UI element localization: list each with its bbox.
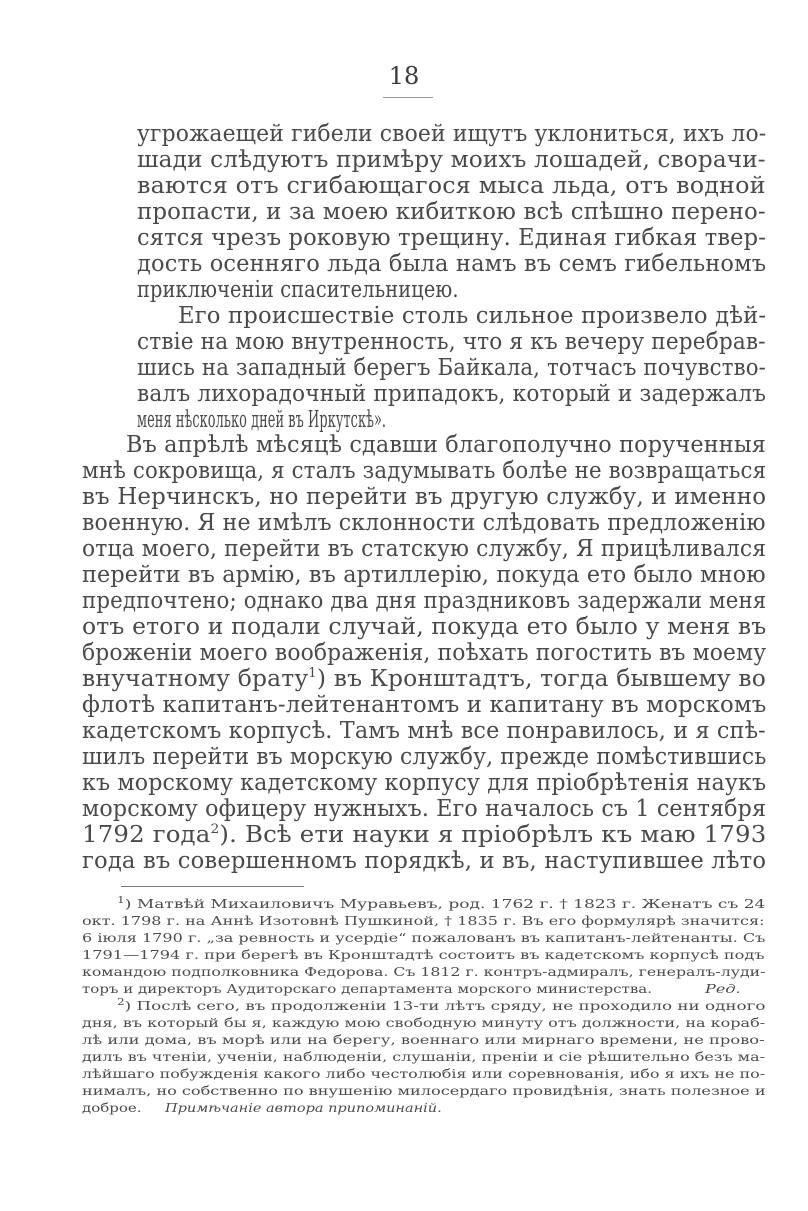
text-line: угрожаещей гибели своей ищутъ уклониться, ихъ ло- [137, 121, 767, 147]
page-number-underline [383, 97, 433, 98]
text-line: шилъ перейти въ морскую службу, прежде помѣстившись [82, 744, 767, 770]
text-line: шади слѣдуютъ примѣру моихъ лошадей, сворачи- [137, 147, 766, 173]
text-line: перейти въ армiю, въ артиллерiю, покуда ето было мною [82, 562, 766, 588]
text-line: флотѣ капитанъ-лейтенантомъ и капитану въ морскомъ [82, 692, 767, 718]
text-line: шись на западный берегъ Байкала, тотчасъ почувство- [137, 355, 767, 381]
text-fragment: 1792 года [82, 822, 211, 848]
text-line: Его происшествiе столь сильное произвело дѣй- [178, 303, 767, 329]
footnote-line [117, 896, 765, 912]
text-line: предпочтено; однако два дня праздниковъ задержали меня [82, 588, 767, 614]
text-line: Въ апрѣлѣ мѣсяцѣ сдавши благополучно порученныя [126, 432, 766, 458]
page-number: 18 [388, 62, 420, 90]
text-line: года въ совершенномъ порядкѣ, и въ, наступившее лѣто [82, 848, 767, 874]
footnote-ref: 2 [210, 822, 220, 837]
footnote-line: лѣйшаго побужденiя какого либо честолюбiя или соревнованiя, ибо я ихъ не по- [82, 1066, 766, 1081]
text-line: отца моего, перейти въ статскую службу, Я прицѣливался [82, 536, 767, 562]
text-line [82, 822, 766, 848]
footnote-text: ) Матвѣй Михаиловичъ Муравьевъ, род. 1762 г. † 1823 г. Женатъ съ 24 [124, 896, 766, 911]
footnote-number: 1 [117, 896, 125, 906]
footnote-line: дня, въ который бы я, каждую мою свободную минуту отъ должности, на кораб- [82, 1015, 766, 1030]
text-line: сятся чрезъ роковую трещину. Единая гибкая твер- [137, 225, 766, 251]
text-line [82, 666, 766, 692]
footnote-line: лѣ или дома, въ морѣ или на берегу, военнаго или мирнаго времени, не прово- [82, 1032, 765, 1047]
footnote-line: окт. 1798 г. на Аннѣ Изотовнѣ Пушкиной, † 1835 г. Въ его формулярѣ значится: [82, 913, 765, 928]
text-line: валъ лихорадочный припадокъ, который и задержалъ [137, 381, 767, 407]
text-line: кадетскомъ корпусѣ. Тамъ мнѣ все понравилось, и я спѣ- [82, 718, 766, 744]
text-line: мнѣ сокровища, я сталъ задумывать болѣе не возвращаться [82, 458, 767, 484]
text-line: приключенiи спасительницею. [137, 277, 459, 303]
text-line: броженiи моего воображенiя, поѣхать погостить въ моему [82, 640, 767, 666]
footnote-line: торъ и директоръ Аудиторскаго департамента морского министерства. [82, 981, 652, 996]
footnote-line [117, 998, 765, 1014]
footnote-line: доброе. [82, 1100, 142, 1115]
author-note-signature: Примѣчанiе автора припоминанiй. [165, 1100, 442, 1115]
footnote-line: командою подполковника Федорова. Съ 1812 г. контръ-адмиралъ, генералъ-луди- [82, 964, 766, 979]
text-fragment: ). Всѣ ети науки я прiобрѣлъ къ маю 1793 [219, 822, 767, 848]
text-line: отъ етого и подали случай, покуда ето было у меня въ [82, 614, 767, 640]
text-line: морскому офицеру нужныхъ. Его началось съ 1 сентября [82, 796, 767, 822]
footnote-line: 6 iюля 1790 г. „за ревность и усердiе“ пожалованъ въ капитанъ-лейтенанты. Съ [82, 930, 766, 945]
text-line: меня нѣсколько дней въ Иркутскѣ». [137, 407, 387, 433]
text-line: ваются отъ сгибающагося мыса льда, отъ водной [137, 173, 766, 199]
footnote-text: ) Послѣ сего, въ продолженiи 13-ти лѣтъ сряду, не проходило ни одного [124, 998, 766, 1013]
text-line: ствiе на мою внутренность, что я къ вечеру перебрав- [137, 329, 766, 355]
text-line: къ морскому кадетскому корпусу для прiобрѣтенiя наукъ [82, 770, 767, 796]
footnote-divider [121, 886, 304, 887]
editor-mark: Ред. [705, 981, 741, 996]
text-line: пропасти, и за моею кибиткою всѣ спѣшно перено- [137, 199, 766, 225]
text-line: дость осенняго льда была намъ въ семъ гибельномъ [137, 251, 767, 277]
text-line: въ Нерчинскъ, но перейти въ другую службу, и именно [82, 484, 767, 510]
footnote-number: 2 [117, 998, 125, 1008]
footnote-ref: 1 [308, 666, 317, 681]
text-fragment: ) въ Кронштадтъ, тогда бывшему во [316, 666, 766, 692]
footnote-line: 1791—1794 г. при берегѣ въ Кронштадтѣ состоитъ въ кадетскомъ корпусѣ подъ [82, 947, 765, 962]
footnote-line: нималъ, но собственно по внушенiю милосердаго провидѣнiя, знать полезное и [82, 1083, 766, 1098]
footnote-line: дилъ въ чтенiи, ученiи, наблюденiи, слушанiи, пренiи и сiе рѣшительно безъ ма- [82, 1049, 765, 1064]
text-fragment: внучатному брату [82, 666, 309, 692]
text-line: военную. Я не имѣлъ склонности слѣдовать предложенiю [82, 510, 766, 536]
